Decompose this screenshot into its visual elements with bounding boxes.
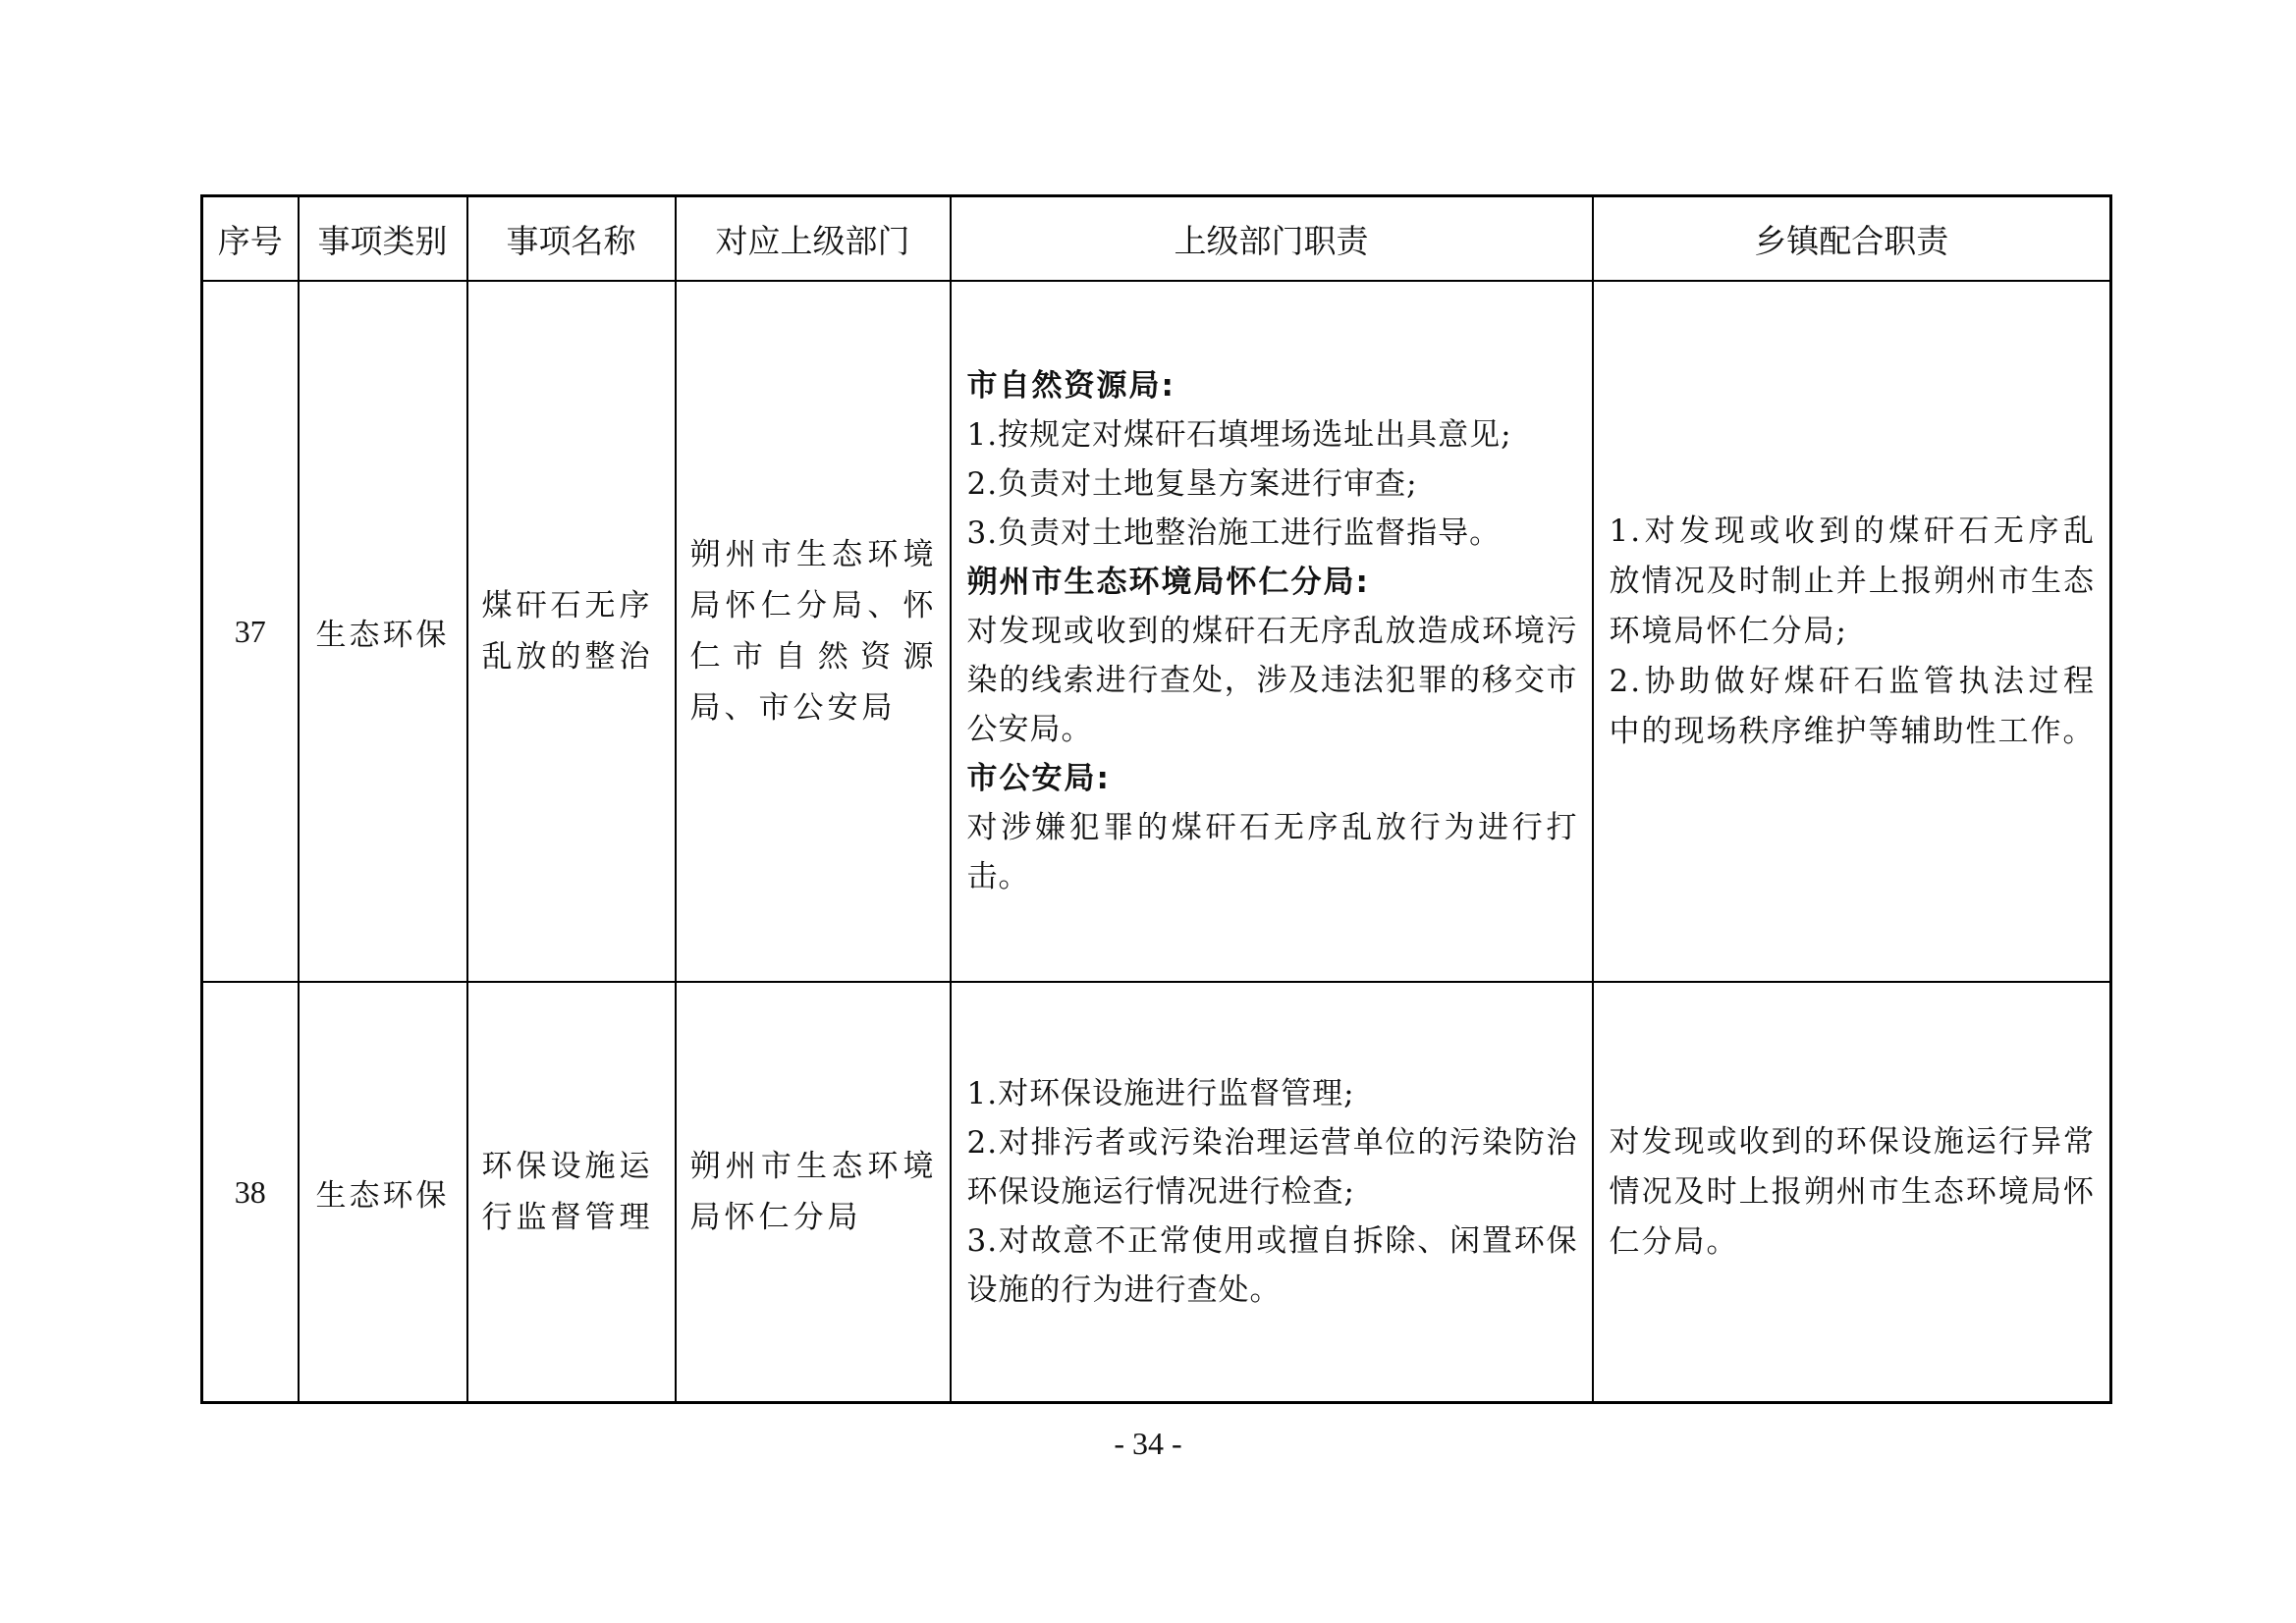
responsibility-table-container: [200, 194, 2109, 1404]
header-item-name: 事项名称: [467, 196, 676, 282]
cell-serial: 38: [202, 982, 299, 1403]
duty-item: 3.负责对土地整治施工进行监督指导。: [966, 515, 1502, 551]
cell-category: 生态环保: [299, 281, 467, 982]
cell-category: 生态环保: [299, 982, 467, 1403]
duty-item: 1.对环保设施进行监督管理;: [966, 1076, 1355, 1111]
duty-heading: 朔州市生态环境局怀仁分局:: [966, 565, 1370, 600]
cell-superior-dept: 朔州市生态环境局怀仁分局: [676, 982, 951, 1403]
town-duty-item: 对发现或收到的环保设施运行异常情况及时上报朔州市生态环境局怀仁分局。: [1609, 1123, 2096, 1260]
cell-superior-duties: [951, 982, 1593, 1403]
duty-item: 2.负责对土地复垦方案进行审查;: [966, 466, 1418, 502]
table-row: [202, 982, 2111, 1403]
cell-township-duties: [1593, 982, 2111, 1403]
duty-heading: 市公安局:: [966, 761, 1111, 796]
cell-township-duties: [1593, 281, 2111, 982]
header-serial: 序号: [202, 196, 299, 282]
header-superior-duties: 上级部门职责: [951, 196, 1593, 282]
town-duty-item: 2.协助做好煤矸石监管执法过程中的现场秩序维护等辅助性工作。: [1609, 663, 2096, 749]
cell-superior-dept: 朔州市生态环境局怀仁分局、怀仁市自然资源局、市公安局: [676, 281, 951, 982]
town-duty-item: 1.对发现或收到的煤矸石无序乱放情况及时制止并上报朔州市生态环境局怀仁分局;: [1609, 513, 2096, 649]
duty-heading: 市自然资源局:: [966, 368, 1175, 404]
responsibility-table: [200, 194, 2112, 1404]
header-superior-dept: 对应上级部门: [676, 196, 951, 282]
page-number: - 34 -: [1114, 1426, 1182, 1461]
cell-item-name: 煤矸石无序乱放的整治: [467, 281, 676, 982]
duty-item: 3.对故意不正常使用或擅自拆除、闲置环保设施的行为进行查处。: [966, 1223, 1578, 1308]
header-category: 事项类别: [299, 196, 467, 282]
cell-serial: 37: [202, 281, 299, 982]
duty-item: 1.按规定对煤矸石填埋场选址出具意见;: [966, 417, 1512, 453]
table-row: [202, 281, 2111, 982]
duty-item: 2.对排污者或污染治理运营单位的污染防治环保设施运行情况进行检查;: [966, 1125, 1578, 1210]
duty-item: 对发现或收到的煤矸石无序乱放造成环境污染的线索进行查处，涉及违法犯罪的移交市公安局。: [966, 614, 1578, 747]
header-township-duties: 乡镇配合职责: [1593, 196, 2111, 282]
cell-item-name: 环保设施运行监督管理: [467, 982, 676, 1403]
cell-superior-duties: [951, 281, 1593, 982]
duty-item: 对涉嫌犯罪的煤矸石无序乱放行为进行打击。: [966, 810, 1578, 894]
header-row: [202, 196, 2111, 282]
